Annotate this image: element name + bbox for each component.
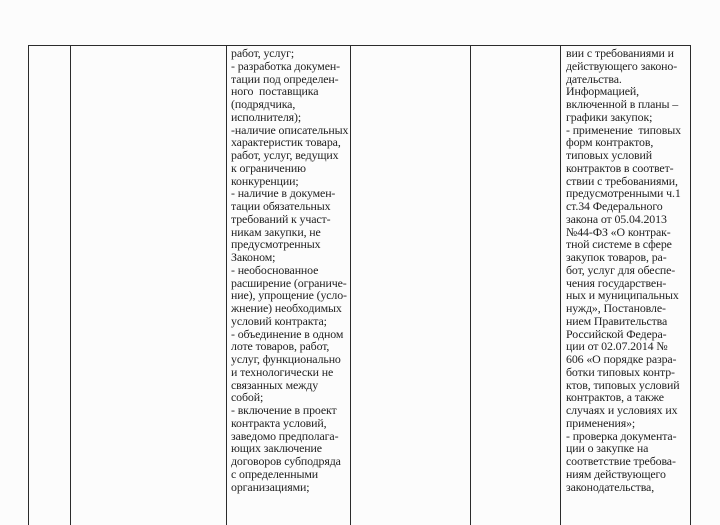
text-line: контракта условий, [231,415,327,430]
text-line: №44-ФЗ «О контрак- [566,224,671,239]
text-line: конкуренции; [231,173,299,188]
text-line: - применение типовых [566,122,681,137]
text-line: с определенными [231,466,318,481]
text-line: применения»; [566,415,636,430]
text-line: - включение в проект [231,403,337,417]
text-line: соответствие требова- [566,454,676,468]
text-line: Российской Федера- [566,326,667,341]
text-line: ющих заключение [231,441,322,456]
text-line: тной системе в сфере [566,237,672,252]
text-line: исполнителя); [231,109,302,124]
column-divider-2 [226,45,227,525]
text-line: законодательства, [566,479,655,494]
text-line: чения государствен- [566,275,667,290]
text-line: - наличие в докумен- [231,186,336,201]
text-line: нием Правительства [566,313,668,328]
table-cell-column-6 [566,47,689,493]
text-line: ного поставщика [231,84,319,99]
text-line: заведомо предполага- [231,428,339,443]
text-line: закона от 05.04.2013 [566,211,667,226]
text-line: - объединение в одном [231,326,344,341]
text-line: (подрядчика, [231,97,296,111]
text-line: Законом; [231,250,276,264]
text-line: работ, услуг, ведущих [231,148,339,162]
text-line: бот, услуг для обеспе- [566,262,676,277]
text-line: и технологически не [231,364,334,379]
text-line: типовых условий [566,148,653,162]
text-line: лоте товаров, работ, [231,339,330,354]
text-line: ботки типовых контр- [566,364,675,379]
text-line: Информацией, [566,84,639,99]
text-line: вии с требованиями и [566,46,674,60]
text-line: 606 «О порядке разра- [566,352,677,366]
text-line: никам закупки, не [231,224,321,239]
text-line: - проверка документа- [566,428,677,443]
table-cell-column-2 [71,46,226,525]
text-line: ции от 02.07.2014 № [566,339,668,354]
text-line: услуг, функционально [231,352,341,366]
text-line: случаях и условиях их [566,403,678,417]
text-line: форм контрактов, [566,135,654,150]
text-line: ниям действующего [566,466,666,481]
text-line: тации под определен- [231,71,339,86]
text-line: требований к участ- [231,211,331,226]
text-line: - разработка докумен- [231,58,340,73]
text-line: ных и муниципальных [566,288,679,303]
text-line: нужд», Постановле- [566,301,666,315]
text-line: ст.34 Федерального [566,199,663,213]
text-line: включенной в планы – [566,97,679,111]
text-line: предусмотренных [231,237,321,252]
table-cell-column-3 [231,47,349,493]
text-line: закупок товаров, ра- [566,250,667,264]
text-line: ние), упрощение (усло- [231,288,347,303]
text-line: к ограничению [231,160,306,175]
text-line: -наличие описательных [231,122,349,137]
text-line: тации обязательных [231,199,331,213]
table-cell-column-1 [29,46,70,525]
text-line: графики закупок; [566,109,653,124]
text-line: контрактов в соответ- [566,160,674,175]
text-line: договоров субподряда [231,454,341,468]
table-cell-column-5 [471,46,560,525]
text-line: дательства. [566,71,622,86]
text-line: собой; [231,390,264,405]
text-line: ктов, типовых условий [566,377,680,392]
column-divider-5 [560,45,561,525]
text-line: характеристик товара, [231,135,341,150]
text-line: ции о закупке на [566,441,649,456]
text-line: условий контракта; [231,313,327,328]
text-line: связанных между [231,377,319,392]
text-line: контрактов, а также [566,390,664,405]
text-line: работ, услуг; [231,46,295,60]
text-line: ствии с требованиями, [566,173,678,188]
text-line: организациями; [231,479,310,494]
text-line: расширение (ограниче- [231,275,347,290]
text-line: предусмотренными ч.1 [566,186,681,201]
text-line: действующего законо- [566,58,678,73]
table-right-border [690,45,691,525]
text-line: - необоснованное [231,262,319,277]
table-cell-column-4 [351,46,470,525]
text-line: жнение) необходимых [231,301,342,315]
